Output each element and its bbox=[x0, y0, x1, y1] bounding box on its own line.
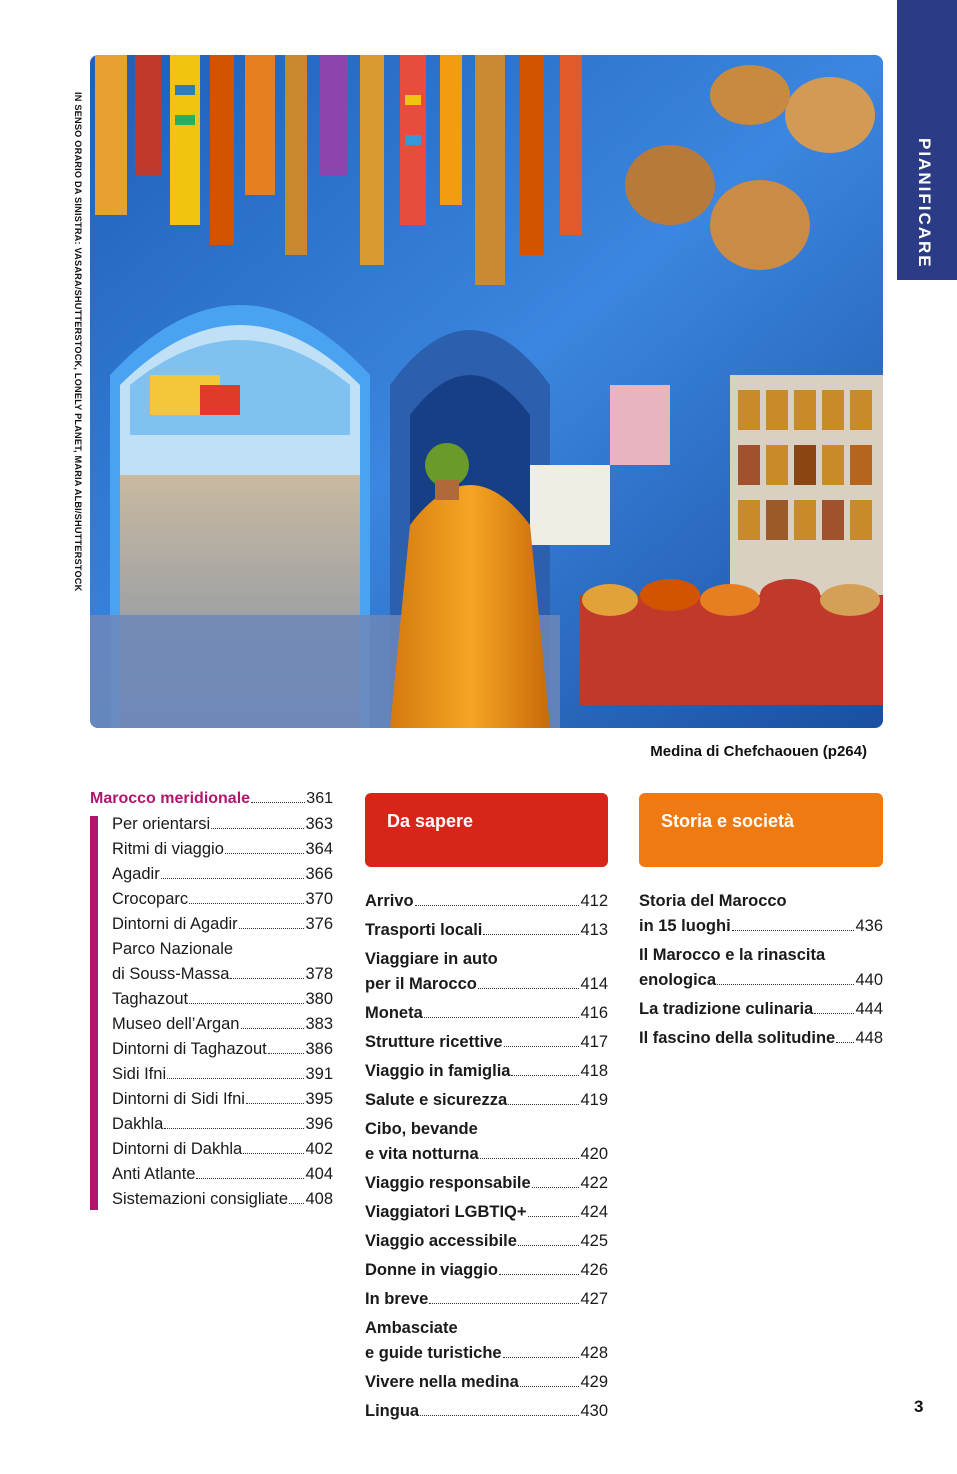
dot-leader bbox=[225, 853, 305, 854]
entry-label: Salute e sicurezza bbox=[365, 1091, 508, 1109]
dot-leader bbox=[483, 934, 579, 935]
entry-page: 444 bbox=[855, 1000, 883, 1018]
toc-entry[interactable] bbox=[365, 1399, 608, 1424]
entry-page: 424 bbox=[580, 1203, 608, 1221]
toc-entry[interactable] bbox=[365, 1171, 608, 1196]
toc-entry[interactable] bbox=[365, 1229, 608, 1254]
toc-entry[interactable] bbox=[112, 837, 333, 862]
entry-label: Dintorni di Dakhla bbox=[112, 1140, 243, 1158]
entry-page: 440 bbox=[855, 971, 883, 989]
toc-entry[interactable] bbox=[365, 918, 608, 943]
entry-line2 bbox=[365, 1142, 608, 1167]
entry-page: 395 bbox=[305, 1090, 333, 1108]
toc-entry[interactable] bbox=[639, 943, 883, 993]
entry-label: Storia del Marocco bbox=[639, 892, 787, 910]
dot-leader bbox=[532, 1187, 580, 1188]
dot-leader bbox=[732, 930, 855, 931]
toc-entry[interactable] bbox=[365, 1258, 608, 1283]
entry-page: 404 bbox=[305, 1165, 333, 1183]
entry-page: 391 bbox=[305, 1065, 333, 1083]
entry-page: 419 bbox=[580, 1091, 608, 1109]
dot-leader bbox=[289, 1203, 304, 1204]
dot-leader bbox=[480, 1158, 580, 1159]
entry-label: Viaggiatori LGBTIQ+ bbox=[365, 1203, 527, 1221]
entry-page: 380 bbox=[305, 990, 333, 1008]
toc-entry-line1[interactable] bbox=[112, 937, 333, 962]
section-header-box[interactable]: Storia e società bbox=[639, 793, 883, 867]
entry-page: 448 bbox=[855, 1029, 883, 1047]
entry-page: 426 bbox=[580, 1261, 608, 1279]
entry-page: 402 bbox=[305, 1140, 333, 1158]
entry-page: 429 bbox=[580, 1373, 608, 1391]
entry-label: e guide turistiche bbox=[365, 1344, 502, 1362]
toc-entry[interactable] bbox=[639, 1026, 883, 1051]
entry-label: Dintorni di Taghazout bbox=[112, 1040, 267, 1058]
toc-entry[interactable] bbox=[112, 1037, 333, 1062]
toc-entry-line2[interactable] bbox=[112, 962, 333, 987]
dot-leader bbox=[511, 1075, 579, 1076]
dot-leader bbox=[504, 1046, 580, 1047]
toc-entry[interactable] bbox=[639, 889, 883, 939]
entry-page: 383 bbox=[305, 1015, 333, 1033]
dot-leader bbox=[241, 1028, 305, 1029]
entry-line2 bbox=[365, 972, 608, 997]
entry-label: Parco Nazionale bbox=[112, 940, 234, 958]
section-storia-societa bbox=[639, 793, 883, 1055]
entry-page: 366 bbox=[305, 865, 333, 883]
entry-label: in 15 luoghi bbox=[639, 917, 731, 935]
entry-line2 bbox=[639, 968, 883, 993]
entry-page: 418 bbox=[580, 1062, 608, 1080]
toc-entry[interactable] bbox=[112, 1087, 333, 1112]
entry-page: 422 bbox=[580, 1174, 608, 1192]
entry-label: Taghazout bbox=[112, 990, 189, 1008]
toc-entry[interactable] bbox=[112, 987, 333, 1012]
toc-entry[interactable] bbox=[365, 1117, 608, 1167]
page-number: 3 bbox=[914, 1397, 924, 1416]
entry-page: 427 bbox=[580, 1290, 608, 1308]
entry-label: Arrivo bbox=[365, 892, 414, 910]
dot-leader bbox=[211, 828, 304, 829]
toc-entry[interactable] bbox=[112, 1137, 333, 1162]
entry-label: Moneta bbox=[365, 1004, 423, 1022]
toc-entry[interactable] bbox=[365, 1030, 608, 1055]
dot-leader bbox=[251, 802, 305, 803]
toc-entry[interactable] bbox=[112, 887, 333, 912]
dot-leader bbox=[415, 905, 580, 906]
entry-page: 414 bbox=[580, 975, 608, 993]
toc-entry[interactable] bbox=[365, 1088, 608, 1113]
dot-leader bbox=[268, 1053, 305, 1054]
photo-caption: Medina di Chefchaouen (p264) bbox=[650, 743, 867, 760]
entry-label: enologica bbox=[639, 971, 717, 989]
entry-label: Cibo, bevande bbox=[365, 1120, 478, 1138]
side-tab-label: PIANIFICARE bbox=[915, 138, 934, 269]
toc-entry[interactable] bbox=[112, 812, 333, 837]
entry-label: Agadir bbox=[112, 865, 160, 883]
entry-label: Il fascino della solitudine bbox=[639, 1029, 836, 1047]
dot-leader bbox=[243, 1153, 304, 1154]
toc-entry[interactable] bbox=[365, 1287, 608, 1312]
section-title: Marocco meridionale bbox=[90, 790, 251, 807]
dot-leader bbox=[164, 1128, 304, 1129]
entry-label: Ambasciate bbox=[365, 1319, 458, 1337]
toc-entry[interactable] bbox=[112, 1162, 333, 1187]
toc-entry[interactable] bbox=[112, 1187, 333, 1212]
dot-leader bbox=[503, 1357, 580, 1358]
entry-label: Donne in viaggio bbox=[365, 1261, 498, 1279]
entry-label: Dakhla bbox=[112, 1115, 164, 1133]
entry-page: 425 bbox=[580, 1232, 608, 1250]
dot-leader bbox=[814, 1013, 854, 1014]
section-title-row[interactable] bbox=[90, 790, 333, 808]
entry-label: In breve bbox=[365, 1290, 429, 1308]
entry-page: 378 bbox=[305, 965, 333, 983]
entry-page: 363 bbox=[305, 815, 333, 833]
photo-credit: IN SENSO ORARIO DA SINISTRA: VASARA/SHUTTERSTOCK, LONELY PLANET, MARIA ALBI/SHUTTERSTOCK bbox=[73, 92, 83, 592]
section-entries bbox=[90, 812, 333, 1212]
dot-leader bbox=[246, 1103, 304, 1104]
dot-leader bbox=[518, 1245, 580, 1246]
section-accent-bar bbox=[90, 816, 98, 1210]
entry-label: e vita notturna bbox=[365, 1145, 479, 1163]
entry-page: 408 bbox=[305, 1190, 333, 1208]
dot-leader bbox=[424, 1017, 580, 1018]
toc-entry[interactable] bbox=[112, 862, 333, 887]
entry-page: 417 bbox=[580, 1033, 608, 1051]
entry-page: 416 bbox=[580, 1004, 608, 1022]
entry-label: Viaggiare in auto bbox=[365, 950, 498, 968]
entry-label: Trasporti locali bbox=[365, 921, 483, 939]
section-entries bbox=[639, 889, 883, 1051]
toc-entry[interactable] bbox=[112, 1062, 333, 1087]
entry-page: 412 bbox=[580, 892, 608, 910]
section-entries bbox=[365, 889, 608, 1424]
dot-leader bbox=[429, 1303, 579, 1304]
entry-page: 364 bbox=[305, 840, 333, 858]
dot-leader bbox=[189, 903, 304, 904]
dot-leader bbox=[520, 1386, 580, 1387]
entry-label: Sistemazioni consigliate bbox=[112, 1190, 289, 1208]
section-southern-morocco bbox=[90, 790, 333, 1212]
dot-leader bbox=[196, 1178, 304, 1179]
entry-line2 bbox=[365, 1341, 608, 1366]
dot-leader bbox=[528, 1216, 580, 1217]
entry-page: 436 bbox=[855, 917, 883, 935]
section-da-sapere bbox=[365, 793, 608, 1428]
entry-label: Il Marocco e la rinascita bbox=[639, 946, 826, 964]
entry-label: Crocoparc bbox=[112, 890, 189, 908]
medina-photo bbox=[90, 55, 883, 728]
entry-label: Anti Atlante bbox=[112, 1165, 196, 1183]
entry-label: Viaggio accessibile bbox=[365, 1232, 517, 1250]
entry-label: La tradizione culinaria bbox=[639, 1000, 814, 1018]
entry-page: 376 bbox=[305, 915, 333, 933]
toc-entry[interactable] bbox=[112, 1112, 333, 1137]
dot-leader bbox=[239, 928, 305, 929]
entry-label: per il Marocco bbox=[365, 975, 477, 993]
entry-label: Lingua bbox=[365, 1402, 420, 1420]
dot-leader bbox=[189, 1003, 304, 1004]
dot-leader bbox=[167, 1078, 304, 1079]
toc-entry[interactable] bbox=[112, 1012, 333, 1037]
entry-page: 430 bbox=[580, 1402, 608, 1420]
entry-label: Museo dell’Argan bbox=[112, 1015, 240, 1033]
entry-label: Sidi Ifni bbox=[112, 1065, 167, 1083]
entry-label: Dintorni di Agadir bbox=[112, 915, 238, 933]
entry-page: 396 bbox=[305, 1115, 333, 1133]
toc-entry[interactable] bbox=[365, 1200, 608, 1225]
toc-entry[interactable] bbox=[112, 912, 333, 937]
entry-label: Dintorni di Sidi Ifni bbox=[112, 1090, 245, 1108]
entry-page: 413 bbox=[580, 921, 608, 939]
section-page: 361 bbox=[306, 790, 333, 807]
entry-label: Viaggio responsabile bbox=[365, 1174, 531, 1192]
dot-leader bbox=[230, 978, 304, 979]
entry-page: 386 bbox=[305, 1040, 333, 1058]
entry-page: 428 bbox=[580, 1344, 608, 1362]
entry-page: 370 bbox=[305, 890, 333, 908]
toc-entry[interactable] bbox=[365, 1059, 608, 1084]
toc-entry[interactable] bbox=[639, 997, 883, 1022]
dot-leader bbox=[499, 1274, 580, 1275]
section-header-box[interactable]: Da sapere bbox=[365, 793, 608, 867]
entry-page: 420 bbox=[580, 1145, 608, 1163]
dot-leader bbox=[717, 984, 854, 985]
toc-entry[interactable] bbox=[365, 947, 608, 997]
entry-line2 bbox=[639, 914, 883, 939]
dot-leader bbox=[161, 878, 305, 879]
dot-leader bbox=[420, 1415, 579, 1416]
dot-leader bbox=[836, 1042, 854, 1043]
dot-leader bbox=[508, 1104, 579, 1105]
entry-label: Vivere nella medina bbox=[365, 1373, 519, 1391]
toc-entry[interactable] bbox=[365, 889, 608, 914]
toc-entry[interactable] bbox=[365, 1370, 608, 1395]
dot-leader bbox=[478, 988, 580, 989]
entry-label: Per orientarsi bbox=[112, 815, 211, 833]
entry-label: Strutture ricettive bbox=[365, 1033, 503, 1051]
entry-label: di Souss-Massa bbox=[112, 965, 230, 983]
entry-label: Viaggio in famiglia bbox=[365, 1062, 511, 1080]
toc-entry[interactable] bbox=[365, 1001, 608, 1026]
entry-label: Ritmi di viaggio bbox=[112, 840, 224, 858]
toc-entry[interactable] bbox=[365, 1316, 608, 1366]
